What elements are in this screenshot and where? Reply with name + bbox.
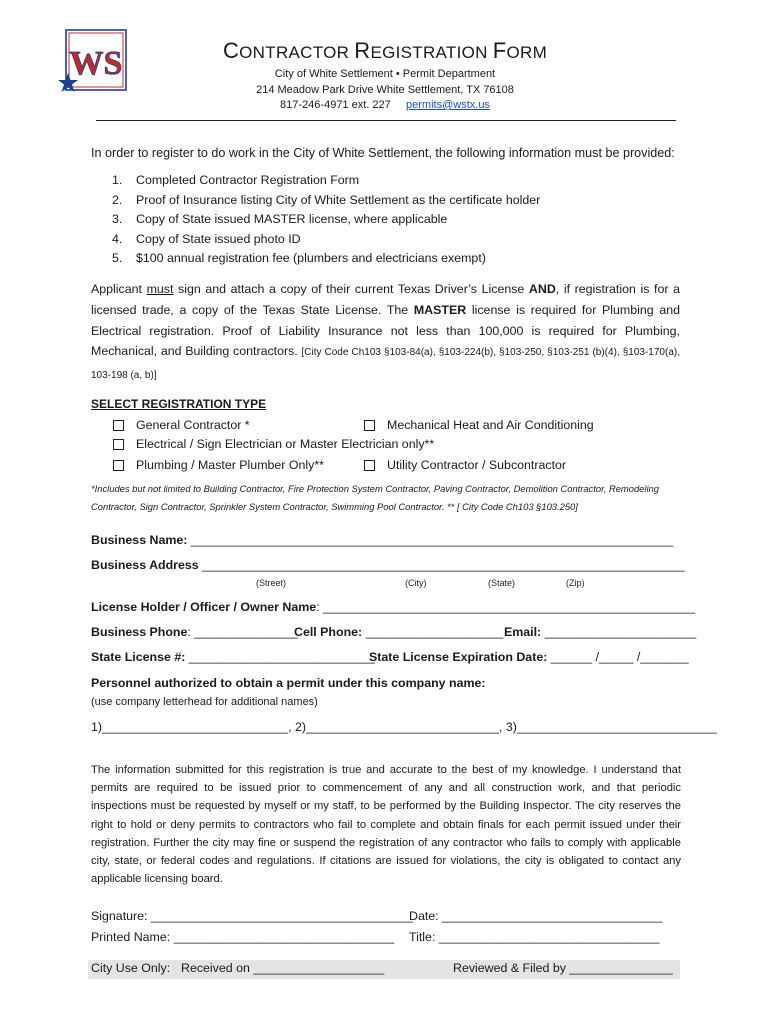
signature-field[interactable]: Signature: ______________________________________ <box>91 909 413 923</box>
list-item: 1. Completed Contractor Registration Form <box>112 173 360 187</box>
personnel-heading: Personnel authorized to obtain a permit under this company name: <box>91 676 486 690</box>
business-address-field[interactable]: Business Address ______________________________________________________________________ <box>91 558 685 572</box>
certification-statement: The information submitted for this registration is true and accurate to the best of my knowledge. I understand that permits are required to be issued prior to commencement of any and all construction work, and that periodic inspections must be requested by myself or my staff, to be performed by the Building Inspector. The city reserves the right to hold or deny permits to contractors who fail to complete and obtain finals for each permit issued under their registration. Further the city may fine or suspend the registration of any contractor who fails to comply with applicable city, state, or federal codes and regulations. If citations are issued for violations, the city is obligated to contact any applicable licensing board. <box>91 764 681 886</box>
registration-note: *Includes but not limited to Building Contractor, Fire Protection System Contractor, Paving Contractor, Demolition Contractor, Remodeling Contractor, Sign Contractor, Sprinkler System Contractor, Swimming Pool Contractor. ** [ City Code Ch103 §103.250] <box>91 483 659 512</box>
checkbox-general-contractor[interactable]: General Contractor * <box>113 418 250 432</box>
license-holder-field[interactable]: License Holder / Officer / Owner Name: ______________________________________________________ <box>91 600 696 614</box>
date-field[interactable]: Date: ________________________________ <box>409 909 663 923</box>
received-on-field[interactable]: Received on ___________________ <box>181 961 385 975</box>
reviewed-filed-field[interactable]: Reviewed & Filed by _______________ <box>453 961 673 975</box>
cell-phone-field[interactable]: Cell Phone: ____________________ <box>294 625 504 639</box>
intro-text: In order to register to do work in the City of White Settlement, the following information must be provided: <box>91 146 675 160</box>
city-code-reference: [City Code Ch103 §103-84(a), §103-224(b), §103-250, §103-251 (b)(4), §103-170(a), 103-198 (a, b)] <box>91 347 680 382</box>
phone-number: 817-246-4971 ext. 227 <box>280 99 391 111</box>
city-label: (City) <box>405 578 427 588</box>
printed-name-field[interactable]: Printed Name: ________________________________ <box>91 930 395 944</box>
title-field[interactable]: Title: ________________________________ <box>409 930 660 944</box>
state-license-field[interactable]: State License #: ___________________________ <box>91 650 375 664</box>
logo-text: WS <box>69 45 123 82</box>
department-line: City of White Settlement • Permit Department <box>274 68 496 80</box>
license-paragraph: Applicant must sign and attach a copy of their current Texas Driver’s License AND, if registration is for a licensed trade, a copy of the Texas State License. The MASTER license is required for Plumbing and Electrical registration. Proof of Liability Insurance not less than 100,000 is required for Plumbing, Mechanical, and Building contractors. [City Code Ch103 §103-84(a), §103-224(b), §103-250, §103-251 (b)(4), §103-170(a), 103-198 (a, b)] <box>91 282 681 382</box>
business-name-field[interactable]: Business Name: ______________________________________________________________________ <box>91 533 674 547</box>
city-use-bar <box>88 960 680 979</box>
list-item: 4. Copy of State issued photo ID <box>112 231 301 246</box>
street-label: (Street) <box>256 578 287 588</box>
personnel-names-field[interactable]: 1)___________________________, 2)____________________________, 3)_____________________________ <box>91 720 717 734</box>
email-link[interactable]: permits@wstx.us <box>406 99 490 111</box>
registration-type-heading: SELECT REGISTRATION TYPE <box>91 397 267 411</box>
checkbox-utility-contractor[interactable]: Utility Contractor / Subcontractor <box>364 458 566 472</box>
email-field[interactable]: Email: ______________________ <box>504 625 697 639</box>
state-label: (State) <box>488 578 516 588</box>
contact-line <box>0 99 770 111</box>
personnel-note: (use company letterhead for additional names) <box>91 696 318 708</box>
page-title: CONTRACTOR REGISTRATION FORM <box>222 38 548 63</box>
requirements-list <box>112 173 540 271</box>
license-expiration-field[interactable]: State License Expiration Date: ______ /_____ /_______ <box>369 650 689 664</box>
zip-label: (Zip) <box>566 578 585 588</box>
list-item: 2. Proof of Insurance listing City of White Settlement as the certificate holder <box>112 192 541 207</box>
checkbox-mechanical-hvac[interactable]: Mechanical Heat and Air Conditioning <box>364 418 594 432</box>
checkbox-plumbing[interactable]: Plumbing / Master Plumber Only** <box>113 458 324 472</box>
checkbox-electrical[interactable]: Electrical / Sign Electrician or Master Electrician only** <box>113 437 434 451</box>
business-phone-field[interactable]: Business Phone: _______________ <box>91 625 298 639</box>
city-use-label: City Use Only: <box>91 961 171 975</box>
list-item: 3. Copy of State issued MASTER license, where applicable <box>112 212 448 227</box>
header-divider <box>96 120 676 121</box>
list-item: 5. $100 annual registration fee (plumbers and electricians exempt) <box>112 251 486 266</box>
address-line: 214 Meadow Park Drive White Settlement, TX 76108 <box>256 84 514 96</box>
